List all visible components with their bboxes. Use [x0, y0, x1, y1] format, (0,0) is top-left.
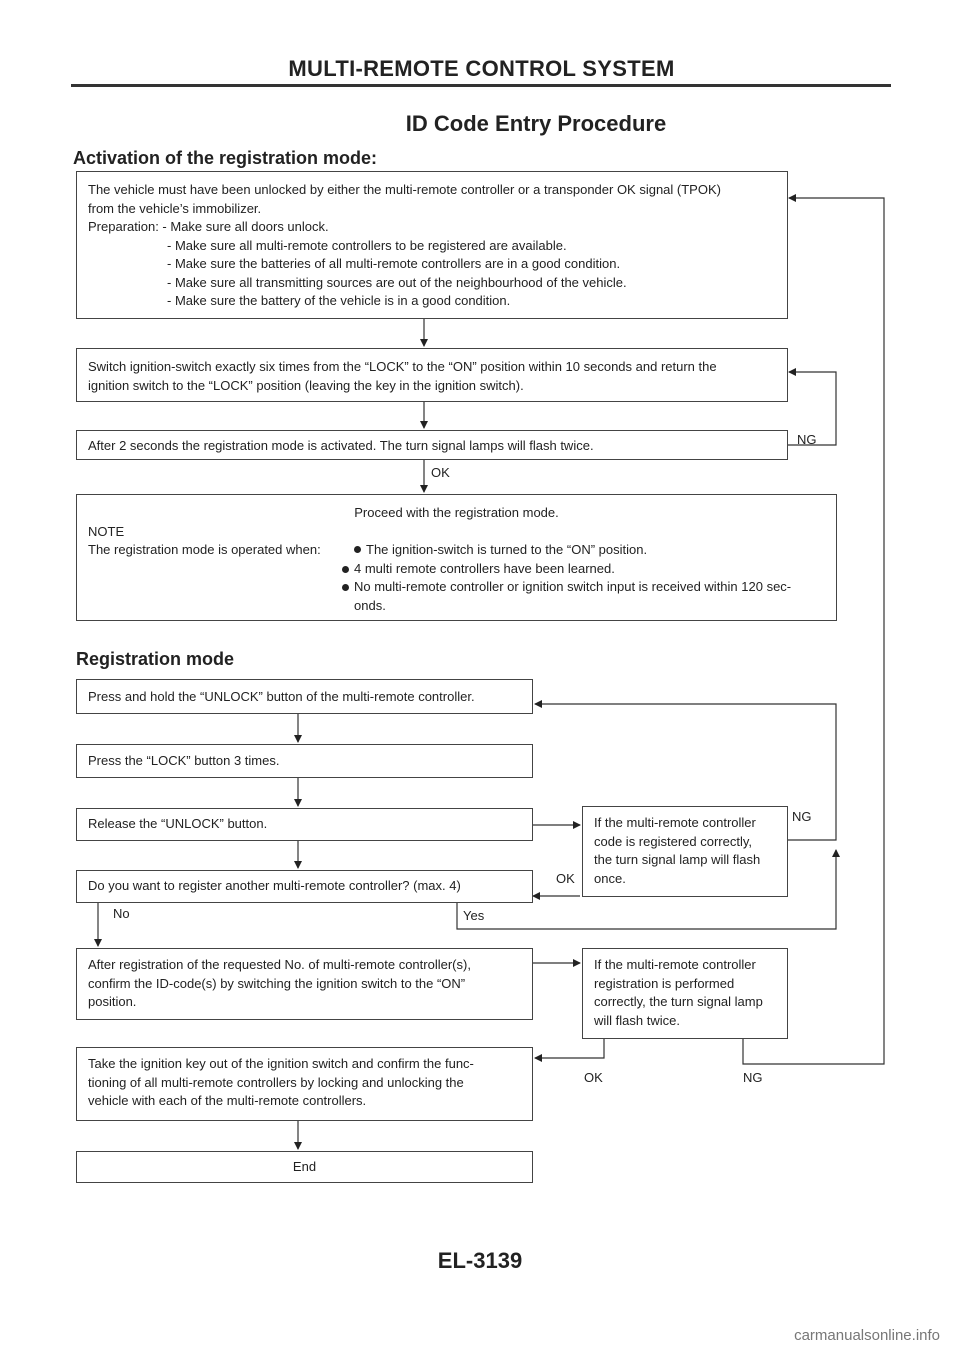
end-box: [76, 1151, 533, 1183]
ng-label: NG: [743, 1070, 763, 1085]
note-bullet: 4 multi remote controllers have been learned.: [354, 560, 615, 576]
box1-line: The vehicle must have been unlocked by either the multi-remote controller or a transponder OK signal (TPOK): [88, 182, 721, 197]
prep-item: - Make sure the battery of the vehicle is in a good condition.: [167, 293, 511, 308]
step-text: position.: [88, 994, 137, 1009]
check-line: If the multi-remote controller: [594, 815, 756, 830]
check-line: If the multi-remote controller: [594, 957, 756, 972]
step-remove-key: [76, 1047, 533, 1121]
step-release-unlock: [76, 808, 533, 841]
note-bullet-cont: onds.: [354, 597, 386, 613]
step-text: Release the “UNLOCK” button.: [88, 816, 268, 831]
check-line: registration is performed: [594, 975, 735, 991]
box3-text: After 2 seconds the registration mode is activated. The turn signal lamps will flash twice.: [88, 438, 594, 453]
check-line: correctly, the turn signal lamp: [594, 994, 763, 1009]
step-text: confirm the ID-code(s) by switching the ignition switch to the “ON”: [88, 975, 466, 991]
note-bullet: No multi-remote controller or ignition switch input is received within 120 sec-: [354, 579, 792, 594]
activation-box: [76, 430, 788, 460]
note-prefix: The registration mode is operated when:: [88, 542, 321, 557]
box2-line: ignition switch to the “LOCK” position (leaving the key in the ignition switch).: [88, 377, 524, 393]
preparation-box: [76, 171, 788, 319]
check-line: will flash twice.: [594, 1012, 680, 1028]
note-label: NOTE: [88, 523, 125, 539]
check-line: the turn signal lamp will flash: [594, 852, 761, 867]
box1-line: from the vehicle’s immobilizer.: [88, 200, 262, 216]
step-text: tioning of all multi-remote controllers by locking and unlocking the: [88, 1074, 464, 1090]
step-hold-unlock: [76, 679, 533, 714]
step-text: Do you want to register another multi-remote controller? (max. 4): [88, 878, 461, 893]
section-registration-heading: Registration mode: [76, 649, 235, 669]
step-text: Take the ignition key out of the ignition switch and confirm the func-: [88, 1056, 474, 1071]
no-label: No: [113, 906, 130, 921]
ng-label: NG: [792, 809, 812, 824]
registration-note-box: [76, 494, 837, 621]
step-press-lock: [76, 744, 533, 778]
ignition-switch-box: [76, 348, 788, 402]
prep-item: - Make sure all transmitting sources are out of the neighbourhood of the vehicle.: [167, 274, 627, 290]
page-header: MULTI-REMOTE CONTROL SYSTEM: [288, 56, 675, 81]
section-activation-heading: Activation of the registration mode:: [73, 148, 378, 168]
page-title: ID Code Entry Procedure: [405, 111, 667, 136]
step-text: Press the “LOCK” button 3 times.: [88, 753, 280, 768]
box2-line: Switch ignition-switch exactly six times from the “LOCK” to the “ON” position within 10 seconds and return the: [88, 359, 717, 374]
prep-item: - Make sure the batteries of all multi-remote controllers are in a good condition.: [167, 256, 621, 271]
check-line: once.: [594, 870, 626, 886]
box1-line: Preparation: - Make sure all doors unlock.: [88, 219, 329, 234]
check-registered-once: [582, 806, 788, 897]
box4-heading: Proceed with the registration mode.: [354, 505, 559, 520]
step-another-controller: [76, 870, 533, 903]
prep-item: - Make sure all multi-remote controllers to be registered are available.: [167, 237, 567, 253]
ok-label: OK: [431, 465, 450, 480]
step-text: vehicle with each of the multi-remote controllers.: [88, 1093, 367, 1108]
yes-label: Yes: [463, 908, 485, 923]
ok-label: OK: [556, 871, 575, 886]
end-text: End: [292, 1159, 317, 1174]
ok-label: OK: [584, 1070, 603, 1085]
page-number: EL-3139: [437, 1248, 523, 1273]
check-line: code is registered correctly,: [594, 833, 752, 849]
ng-label: NG: [797, 432, 817, 447]
step-text: After registration of the requested No. of multi-remote controller(s),: [88, 957, 471, 972]
check-registered-twice: [582, 948, 788, 1039]
step-text: Press and hold the “UNLOCK” button of the multi-remote controller.: [88, 689, 475, 704]
watermark: carmanualsonline.info: [794, 1327, 940, 1344]
step-confirm-id-codes: [76, 948, 533, 1020]
note-bullet: The ignition-switch is turned to the “ON” position.: [366, 541, 647, 560]
